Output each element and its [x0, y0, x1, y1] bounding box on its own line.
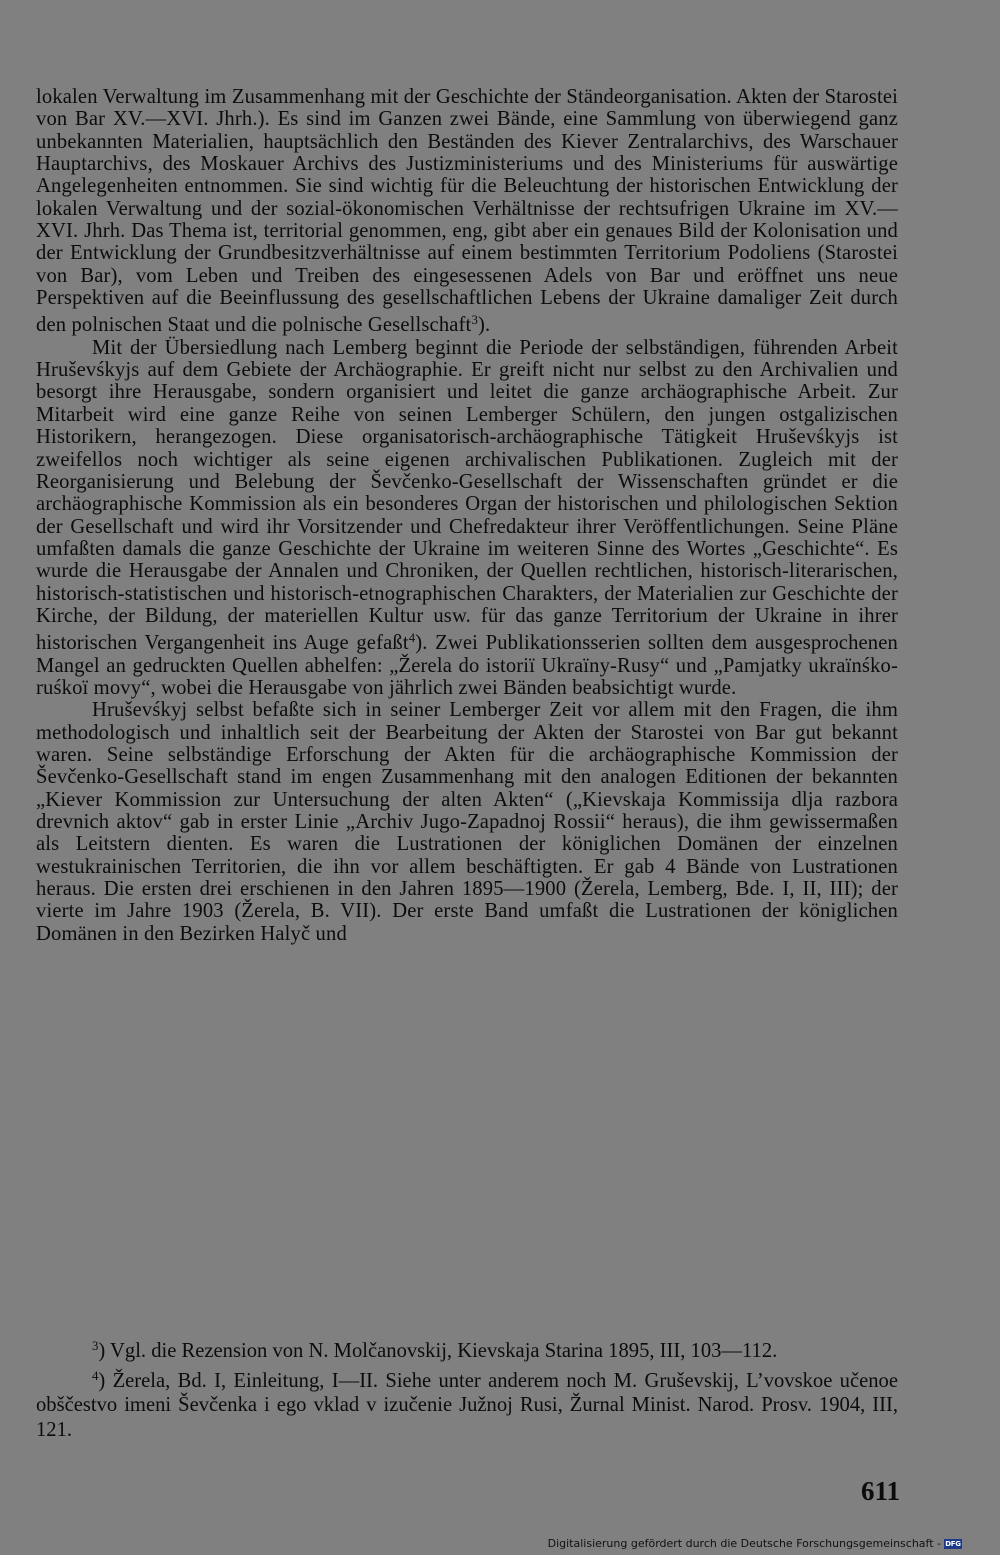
paragraph-text: Hruševśkyj selbst befaßte sich in seiner Lemberger Zeit vor allem mit den Fragen, die ihm methodologisch und inhaltlich seit der Bearbeitung der Akten der Starostei von Bar gut bekannt waren. Seine selbständige Erforschung der Akten für die archäographische Kommission der Ševčenko-Gesellschaft stand im engen Zusammenhang mit den analogen Editionen der bekannten „Kiever Kommission zur Untersuchung der alten Akten“ („Kievskaja Kommissija dlja razbora drevnich aktov“ gab in erster Linie „Archiv Jugo-Zapadnoj Rossii“ heraus), die ihm gewissermaßen als Leitstern dienten. Es waren die Lustrationen der königlichen Domänen der einzelnen westukrainischen Territorien, die ihn vor allem beschäftigten. Er gab 4 Bände von Lustrationen heraus. Die ersten drei erschienen in den Jahren 1895—1900 (Žerela, Lemberg, Bde. I, II, III); der vierte im Jahre 1903 (Žerela, B. VII). Der erste Band umfaßt die Lustrationen der königlichen Domänen in den Bezirken Halyč und [36, 699, 898, 945]
paragraph [36, 86, 898, 337]
body-text [36, 86, 898, 945]
footnote-marker: 4 [92, 1368, 99, 1383]
paragraph [36, 337, 898, 700]
paragraph-text: ). [477, 314, 491, 337]
dfg-logo-icon[interactable]: DFG [945, 1539, 961, 1548]
footnote-divider [38, 1320, 258, 1321]
footnotes [36, 1334, 898, 1442]
paragraph-text: Mit der Übersiedlung nach Lemberg beginnt die Periode der selbständigen, führenden Arbeit Hruševśkyjs auf dem Gebiete der Archäographie. Er greift nicht nur selbst zu den Archivalien und besorgt ihre Herausgabe, sondern organisiert und leitet die ganze archäographische Arbeit. Zur Mitarbeit wird eine ganze Reihe von seinen Lemberger Schülern, den jungen ostgalizischen Historikern, herangezogen. Diese organisatorisch-archäographische Tätigkeit Hruševśkyjs ist zweifellos noch wichtiger als seine eigenen archivalischen Publikationen. Zugleich mit der Reorganisierung und Belebung der Ševčenko-Gesellschaft der Wissenschaften gründet er die archäographische Kommission als ein besonderes Organ der historischen und philologischen Sektion der Gesellschaft und wird ihr Vorsitzender und Chefredakteur ihrer Veröffentlichungen. Seine Pläne umfaßten damals die ganze Geschichte der Ukraine im weiteren Sinne des Wortes „Geschichte“. Es wurde die Herausgabe der Annalen und Chroniken, der Quellen rechtlichen, historisch-literarischen, historisch-statistischen und historisch-etnographischen Charakters, der Materialien zur Geschichte der Kirche, der Bildung, der materiellen Kultur usw. für das ganze Territorium der Ukraine in ihrer historischen Vergangenheit ins Auge gefaßt [36, 336, 898, 655]
footnote-reference[interactable]: 4 [408, 631, 416, 646]
digitization-credit [548, 1537, 962, 1550]
footnote-text: ) Žerela, Bd. I, Einleitung, I—II. Siehe unter anderem noch M. Gruševskij, L’vovskoe učenoe obščestvo imeni Ševčenka i ego vklad v izučenie Južnoj Rusi, Žurnal Minist. Narod. Prosv. 1904, III, 121. [36, 1369, 898, 1441]
footnote-text: ) Vgl. die Rezension von N. Molčanovskij, Kievskaja Starina 1895, III, 103—112. [98, 1340, 778, 1363]
footnote [36, 1364, 898, 1443]
paragraph-text: lokalen Verwaltung im Zusammenhang mit der Geschichte der Ständeorganisation. Akten der Starostei von Bar XV.—XVI. Jhrh.). Es sind im Ganzen zwei Bände, eine Sammlung von überwiegend ganz unbekannten Materialien, hauptsächlich den Beständen des Kiever Zentralarchivs, des Warschauer Hauptarchivs, des Moskauer Archivs des Justizministeriums und des Ministeriums für auswärtige Angelegenheiten entnommen. Sie sind wichtig für die Beleuchtung der historischen Entwicklung der lokalen Verwaltung und der sozial-ökonomischen Verhältnisse der rechtsufrigen Ukraine im XV.—XVI. Jhrh. Das Thema ist, territorial genommen, eng, gibt aber ein genaues Bild der Kolonisation und der Entwicklung der Grundbesitzverhältnisse auf einem bestimmten Territorium Podoliens (Starostei von Bar), vom Leben und Treiben des eingesessenen Adels von Bar und eröffnet uns neue Perspektiven auf die Beeinflussung des gesellschaftlichen Lebens der Ukraine damaliger Zeit durch den polnischen Staat und die polnische Gesellschaft [36, 86, 898, 337]
paragraph [36, 699, 898, 945]
footnote [36, 1334, 898, 1364]
digitization-credit-text: Digitalisierung gefördert durch die Deutsche Forschungsgemeinschaft - [547, 1537, 941, 1550]
paragraph-text: ). Zwei Publikationsserien sollten dem ausgesprochenen Mangel an gedruckten Quellen abhelfen: „Žerela do istoriï Ukraïny-Rusy“ und „Pamjatky ukraïnśko-ruśkoï movy“, wobei die Herausgabe von jährlich zwei Bänden beabsichtigt wurde. [36, 632, 898, 699]
footnote-marker: 3 [92, 1339, 99, 1353]
page-number: 611 [860, 1476, 900, 1506]
footnote-reference[interactable]: 3 [471, 313, 478, 328]
